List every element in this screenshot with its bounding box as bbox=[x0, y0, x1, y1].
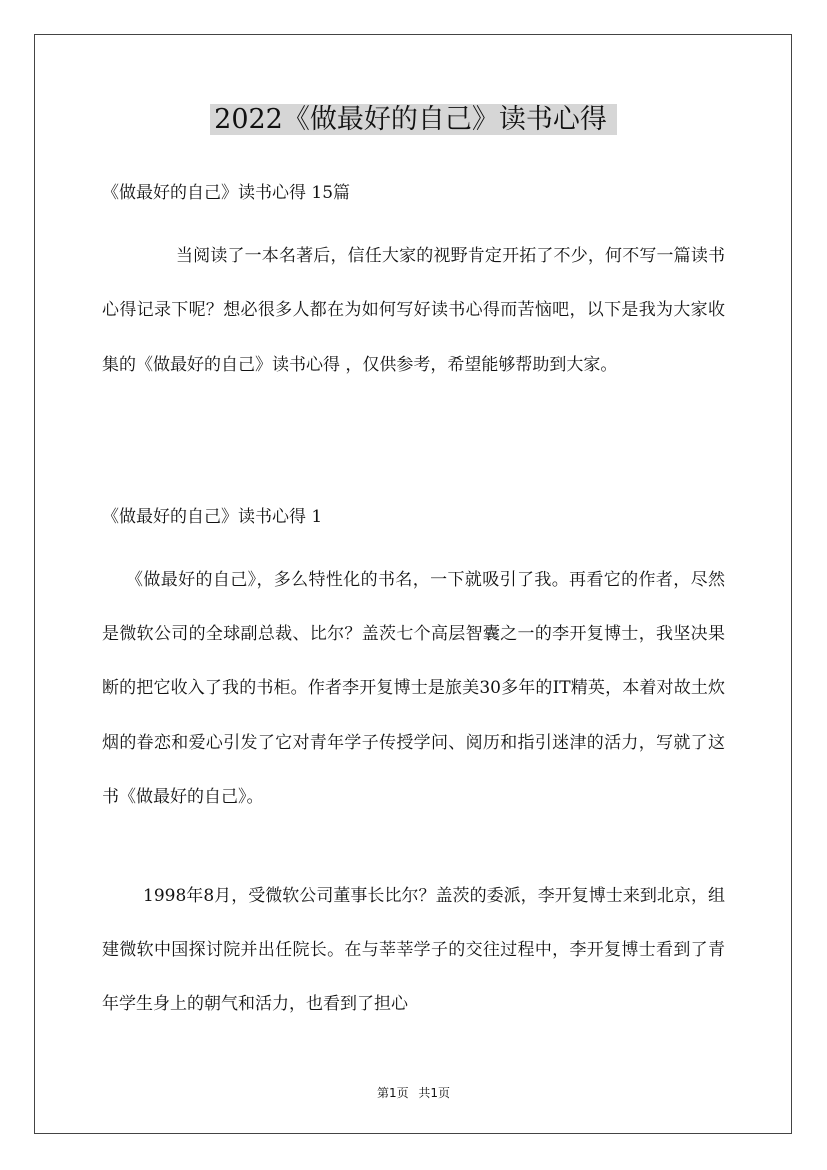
body-paragraph bbox=[102, 870, 725, 1031]
document-title-text: 2022《做最好的自己》读书心得 bbox=[210, 104, 617, 135]
document-title bbox=[0, 100, 827, 140]
paragraph-text: 1998年8月，受微软公司董事长比尔？盖茨的委派，李开复博士来到北京，组建微软中国探讨院并出任院长。在与莘莘学子的交往过程中，李开复博士看到了青年学生身上的朝气和活力，也看到了担心 bbox=[102, 886, 725, 1014]
intro-paragraph: 当阅读了一本名著后，信任大家的视野肯定开拓了不少，何不写一篇读书心得记录下呢？想必很多人都在为如何写好读书心得而苦恼吧，以下是我为大家收集的《做最好的自己》读书心得 ，仅供参考，希望能够帮助到大家。 bbox=[102, 246, 725, 375]
paragraph-text: 《做最好的自己》，多么特性化的书名，一下就吸引了我。再看它的作者，尽然是微软公司的全球副总裁、比尔？盖茨七个高层智囊之一的李开复博士，我坚决果断的把它收入了我的书柜。作者李开复博士是旅美30多年的IT精英，本着对故土炊烟的眷恋和爱心引发了它对青年学子传授学问、阅历和指引迷津的活力，写就了这书《做最好的自己》。 bbox=[102, 570, 725, 807]
section-heading: 《做最好的自己》读书心得 1 bbox=[102, 507, 323, 527]
body-paragraph bbox=[102, 553, 725, 824]
page-footer: 第1页 共1页 bbox=[376, 1086, 451, 1100]
document-subtitle: 《做最好的自己》读书心得 15篇 bbox=[102, 183, 351, 203]
